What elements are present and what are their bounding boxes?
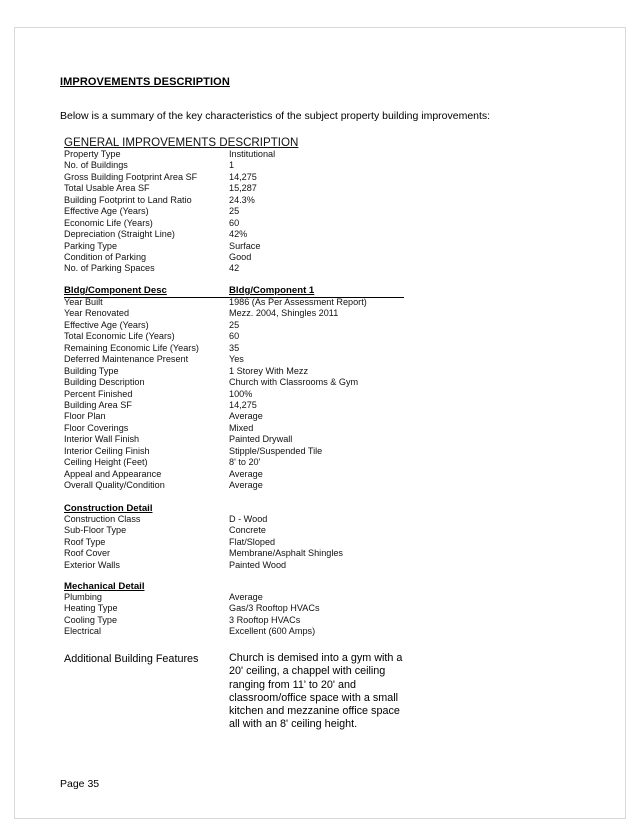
row-value: Church with Classrooms & Gym bbox=[229, 377, 359, 389]
table-row bbox=[64, 297, 374, 308]
row-value: 42% bbox=[229, 229, 248, 241]
row-label: Floor Plan bbox=[64, 411, 106, 423]
table-row bbox=[64, 423, 374, 434]
table-row bbox=[64, 320, 374, 331]
table-row bbox=[64, 480, 374, 491]
table-row bbox=[64, 229, 278, 240]
row-value: 14,275 bbox=[229, 399, 257, 411]
row-label: Year Built bbox=[64, 297, 103, 308]
row-value: 42 bbox=[229, 263, 240, 275]
row-label: Cooling Type bbox=[64, 614, 118, 626]
table-row bbox=[64, 377, 374, 388]
building-header-label: Bldg/Component Desc bbox=[64, 285, 167, 296]
row-label: Effective Age (Years) bbox=[64, 319, 149, 331]
row-value: Good bbox=[229, 251, 252, 263]
feature-line: classroom/office space with a small bbox=[229, 691, 399, 704]
row-value: 25 bbox=[229, 319, 240, 331]
row-value: Painted Drywall bbox=[229, 434, 293, 446]
row-value: Concrete bbox=[229, 525, 266, 537]
row-value: Stipple/Suspended Tile bbox=[229, 445, 323, 457]
table-row bbox=[64, 457, 374, 468]
table-row bbox=[64, 343, 374, 354]
table-row bbox=[64, 411, 374, 422]
row-value: 1 Storey With Mezz bbox=[229, 365, 309, 377]
row-label: Building Footprint to Land Ratio bbox=[64, 194, 192, 206]
building-header-value: Bldg/Component 1 bbox=[229, 285, 315, 296]
row-label: Sub-Floor Type bbox=[64, 525, 127, 537]
table-row bbox=[64, 252, 278, 263]
row-label: Interior Wall Finish bbox=[64, 434, 140, 446]
additional-features-text bbox=[229, 652, 404, 732]
table-row bbox=[64, 218, 278, 229]
row-label: Building Type bbox=[64, 365, 119, 377]
row-label: Remaining Economic Life (Years) bbox=[64, 342, 199, 354]
row-value: 35 bbox=[229, 342, 240, 354]
row-value: Average bbox=[229, 411, 263, 423]
row-label: Year Renovated bbox=[64, 308, 130, 320]
row-label: Plumbing bbox=[64, 592, 102, 603]
row-label: Effective Age (Years) bbox=[64, 206, 149, 218]
table-row bbox=[64, 400, 374, 411]
row-label: Depreciation (Straight Line) bbox=[64, 229, 175, 241]
table-row bbox=[64, 592, 324, 603]
table-row bbox=[64, 514, 349, 525]
table-row bbox=[64, 172, 278, 183]
row-value: Painted Wood bbox=[229, 559, 287, 571]
row-value: 3 Rooftop HVACs bbox=[229, 614, 301, 626]
row-value: Average bbox=[229, 480, 263, 491]
row-label: Exterior Walls bbox=[64, 559, 120, 571]
row-label: No. of Parking Spaces bbox=[64, 263, 155, 275]
section-title: IMPROVEMENTS DESCRIPTION bbox=[60, 76, 230, 88]
additional-features-label: Additional Building Features bbox=[64, 653, 199, 665]
table-row bbox=[64, 183, 278, 194]
row-value: 15,287 bbox=[229, 183, 257, 195]
construction-detail-title: Construction Detail bbox=[64, 503, 153, 514]
table-row bbox=[64, 160, 278, 171]
building-component-table bbox=[64, 297, 374, 491]
mechanical-detail-table bbox=[64, 592, 324, 638]
row-label: Property Type bbox=[64, 149, 121, 160]
table-row bbox=[64, 615, 324, 626]
row-label: Parking Type bbox=[64, 240, 118, 252]
row-value: Mixed bbox=[229, 422, 254, 434]
feature-line: all with an 8' ceiling height. bbox=[229, 718, 358, 731]
row-value: 1986 (As Per Assessment Report) bbox=[229, 297, 367, 308]
row-value: 24.3% bbox=[229, 194, 255, 206]
row-label: Condition of Parking bbox=[64, 251, 147, 263]
table-row bbox=[64, 308, 374, 319]
table-row bbox=[64, 469, 374, 480]
row-label: Overall Quality/Condition bbox=[64, 480, 165, 491]
row-value: Surface bbox=[229, 240, 261, 252]
row-value: Yes bbox=[229, 354, 244, 366]
row-label: Interior Ceiling Finish bbox=[64, 445, 150, 457]
row-label: Total Economic Life (Years) bbox=[64, 331, 175, 343]
row-value: 60 bbox=[229, 217, 240, 229]
feature-line: 20' ceiling, a chappel with ceiling bbox=[229, 665, 386, 678]
intro-text: Below is a summary of the key characteristics of the subject property building improvements: bbox=[60, 110, 491, 122]
table-row bbox=[64, 354, 374, 365]
table-row bbox=[64, 263, 278, 274]
page-number: Page 35 bbox=[60, 778, 100, 790]
table-row bbox=[64, 195, 278, 206]
table-row bbox=[64, 548, 349, 559]
table-row bbox=[64, 206, 278, 217]
row-label: No. of Buildings bbox=[64, 160, 128, 172]
general-improvements-table bbox=[64, 149, 278, 275]
row-label: Deferred Maintenance Present bbox=[64, 354, 189, 366]
row-value: 14,275 bbox=[229, 171, 257, 183]
table-row bbox=[64, 331, 374, 342]
row-label: Roof Cover bbox=[64, 548, 111, 560]
row-label: Roof Type bbox=[64, 536, 106, 548]
row-value: 25 bbox=[229, 206, 240, 218]
feature-line: kitchen and mezzanine office space bbox=[229, 705, 400, 718]
row-label: Economic Life (Years) bbox=[64, 217, 153, 229]
row-value: 100% bbox=[229, 388, 253, 400]
row-value: 8' to 20' bbox=[229, 457, 261, 469]
table-row bbox=[64, 241, 278, 252]
table-row bbox=[64, 603, 324, 614]
row-label: Appeal and Appearance bbox=[64, 468, 162, 480]
row-value: 60 bbox=[229, 331, 240, 343]
row-value: Average bbox=[229, 592, 263, 603]
table-row bbox=[64, 537, 349, 548]
row-value: Membrane/Asphalt Shingles bbox=[229, 548, 343, 560]
row-label: Building Area SF bbox=[64, 399, 132, 411]
row-label: Heating Type bbox=[64, 603, 118, 615]
table-row bbox=[64, 149, 278, 160]
row-value: Flat/Sloped bbox=[229, 536, 276, 548]
mechanical-detail-title: Mechanical Detail bbox=[64, 581, 145, 592]
construction-detail-table bbox=[64, 514, 349, 571]
row-value: Average bbox=[229, 468, 263, 480]
row-label: Ceiling Height (Feet) bbox=[64, 457, 148, 469]
table-row bbox=[64, 525, 349, 536]
row-value: Excellent (600 Amps) bbox=[229, 626, 316, 638]
row-value: 1 bbox=[229, 160, 235, 172]
row-label: Floor Coverings bbox=[64, 422, 129, 434]
row-label: Building Description bbox=[64, 377, 145, 389]
general-improvements-title: GENERAL IMPROVEMENTS DESCRIPTION bbox=[64, 135, 299, 149]
row-value: Gas/3 Rooftop HVACs bbox=[229, 603, 320, 615]
row-value: Mezz. 2004, Shingles 2011 bbox=[229, 308, 339, 320]
row-value: D - Wood bbox=[229, 514, 268, 525]
table-row bbox=[64, 389, 374, 400]
table-row bbox=[64, 446, 374, 457]
feature-line: Church is demised into a gym with a bbox=[229, 652, 403, 664]
row-label: Gross Building Footprint Area SF bbox=[64, 171, 198, 183]
row-label: Total Usable Area SF bbox=[64, 183, 150, 195]
table-row bbox=[64, 626, 324, 637]
row-label: Percent Finished bbox=[64, 388, 133, 400]
table-row bbox=[64, 560, 349, 571]
table-row bbox=[64, 366, 374, 377]
row-label: Construction Class bbox=[64, 514, 141, 525]
row-value: Institutional bbox=[229, 149, 276, 160]
row-label: Electrical bbox=[64, 626, 101, 638]
table-row bbox=[64, 434, 374, 445]
feature-line: ranging from 11' to 20' and bbox=[229, 678, 356, 691]
